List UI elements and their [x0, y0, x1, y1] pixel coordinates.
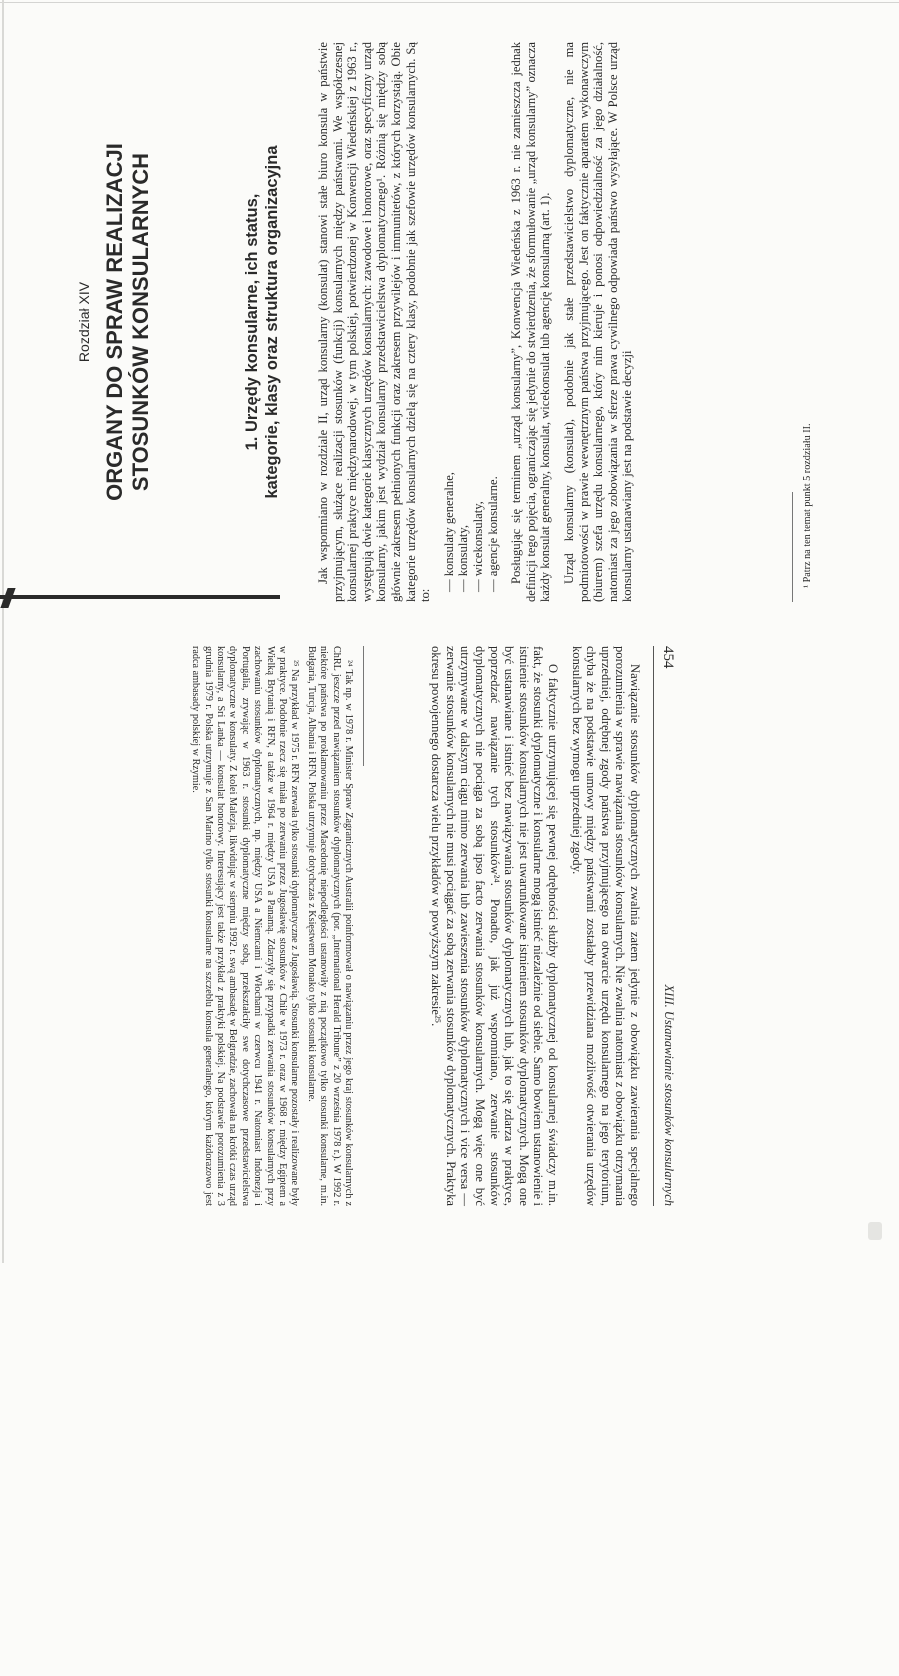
- footnote: ²⁵ Na przykład w 1975 r. RFN zerwała tylko stosunki dyplomatyczne z Jugosławią. Stosunki konsularne pozostały i realizowane były w praktyce. Podobnie rzecz się miała po zerwaniu przez Jugosławię stosunków z Chile w 1973 r. oraz w 1968 r. między Egiptem a Wielką Brytanią i RFN, a także w 1964 r. między USA a Panamą. Zdarzyły się przypadki zerwania stosunków konsularnych przy zachowaniu stosunków dyplomatycznych, np. między USA a Niemcami i Włochami w czerwcu 1941 r. Natomiast Indonezja i Portugalia, zrywając w 1963 r. stosunki dyplomatyczne między sobą, przekształciły swe dotychczasowe przedstawicielstwa dyplomatyczne w konsulaty. Z kolei Malezja, likwidując w sierpniu 1992 r. swą ambasadę w Belgradzie, zachowała na krótki czas urząd konsularny, a Sri Lanka — konsulat honorowy. Interesujący jest także przykład z praktyki polskiej. Na podstawie porozumienia z 3 grudnia 1979 r. Polska utrzymuje z San Marino tylko stosunki konsularne na szczeblu konsula generalnego, którym każdorazowo jest radca ambasady polskiej w Rzymie.: [190, 646, 301, 1206]
- scan-top-edge: [0, 2, 899, 3]
- paragraph: Jak wspomniano w rozdziale II, urząd konsularny (konsulat) stanowi stałe biuro konsula w państwie przyjmującym, służące realizacji stosunków (funkcji) konsularnych między państwami. We współczesnej konsularnej praktyce międzynarodowej, w tym polskiej, potwierdzonej w Konwencji Wiedeńskiej z 1963 r., występują dwie kategorie klasycznych urzędów konsularnych: zawodowe i honorowe, oraz specyficzny urząd konsularny, jakim jest wydział konsularny przedstawicielstwa dyplomatycznego¹. Różnią się między sobą głównie zakresem pełnionych funkcji oraz zakresem przywilejów i immunitetów, z których korzystają. Obie kategorie urzędów konsularnych dzielą się na cztery klasy, podobnie jak szefowie urzędów konsularnych. Są to:: [316, 42, 433, 602]
- running-head: XIII. Ustanawianie stosunków konsularnych: [662, 984, 676, 1206]
- lower-body-text: [420, 646, 642, 1206]
- page-separator-line: [0, 595, 280, 599]
- footnote-rule: [792, 492, 793, 602]
- upper-body-text: [316, 42, 644, 602]
- footnote-rule: [363, 646, 364, 766]
- list-item: — wicekonsulaty,: [470, 501, 485, 592]
- list-item: — konsulaty,: [456, 524, 471, 592]
- list-item: — agencje konsularne.: [485, 476, 500, 592]
- paragraph: Urząd konsularny (konsulat), podobnie jak stałe przedstawicielstwo dyplomatyczne, nie ma podmiotowości w prawie wewnętrznym państwa przyjmującego. Jest on faktycznie aparatem wykonawczym (biurem) szefa urzędu konsularnego, który nim kieruje i ponosi odpowiedzialność za jego działalność, natomiast za jego zobowiązania w sferze prawa cywilnego odpowiada państwo wysyłające. W Polsce urząd konsularny ustanawiany jest na podstawie decyzji: [561, 42, 635, 602]
- chapter-label: Rozdział XIV: [76, 281, 92, 363]
- chapter-title-line: STOSUNKÓW KONSULARNYCH: [128, 152, 153, 492]
- scan-smudge: [868, 1222, 882, 1240]
- footnote: ¹ Patrz na ten temat punkt 5 rozdziału II.: [802, 423, 813, 588]
- chapter-title-line: ORGANY DO SPRAW REALIZACJI: [102, 143, 127, 501]
- page-number: 454: [660, 646, 676, 669]
- consulate-classes-list: [442, 42, 500, 592]
- section-title-line: kategorie, klasy oraz struktura organizacyjna: [263, 145, 281, 499]
- list-item: — konsulaty generalne,: [441, 472, 456, 592]
- scan-left-edge: [2, 0, 4, 1263]
- lower-footnotes: [185, 646, 354, 1206]
- page-header: [653, 646, 676, 1206]
- paragraph: Nawiązanie stosunków dyplomatycznych zwalnia zatem jedynie z obowiązku zawierania specjalnego porozumienia w sprawie nawiązania stosunków konsularnych. Nie zwalnia natomiast z obowiązku otrzymania uprzedniej, odrębnej zgody państwa przyjmującego na otwarcie urzędu konsularnego na jego terytorium, chyba że na podstawie umowy między państwami zostałaby przewidziana możliwość otwierania urzędów konsularnych bez wymogu uprzedniej zgody.: [569, 646, 642, 1206]
- upper-footnotes: [802, 42, 814, 602]
- section-title-line: 1. Urzędy konsularne, ich status,: [243, 193, 261, 451]
- footnote: ²⁴ Tak np. w 1978 r. Minister Spraw Zagranicznych Australii poinformował o nawiązaniu przez jego kraj stosunków konsularnych z ChRL jeszcze przed nawiązaniem stosunków dyplomatycznych (por. „International Herald Tribune” z 20 września 1978 r.). W 1992 r. niektóre państwa po proklamowaniu przez Macedonię niepodległości ustanowiły z nią początkowo tylko stosunki konsularne, m.in. Bułgaria, Turcja, Albania i RFN. Polska utrzymuje dotychczas z Księstwem Monako tylko stosunki konsularne.: [305, 646, 354, 1206]
- upper-page: [76, 42, 866, 602]
- chapter-title: [102, 42, 154, 602]
- paragraph: O faktycznie utrzymującej się pewnej odrębności służby dyplomatycznej od konsularnej świadczy m.in. fakt, że stosunki dyplomatyczne i konsularne mogą istnieć niezależnie od siebie. Samo bowiem ustanowienie i istnienie stosunków konsularnych nie jest uwarunkowane istnieniem stosunków dyplomatycznych. Mogą one być ustanawiane i istnieć bez nawiązywania stosunków dyplomatycznych lub, jak to się zdarza w praktyce, poprzedzać nawiązanie tych stosunków²⁴. Ponadto, jak już wspomniano, zerwanie stosunków dyplomatycznych nie pociąga za sobą ipso facto zerwania stosunków konsularnych. Mogą więc one być utrzymywane w dalszym ciągu mimo zerwania lub zawieszenia stosunków dyplomatycznych i vice versa — zerwanie stosunków konsularnych nie musi pociągać za sobą zerwania stosunków dyplomatycznych. Praktyka okresu powojennego dostarcza wielu przykładów w powyższym zakresie²⁵.: [429, 646, 561, 1206]
- lower-page: [48, 646, 676, 1676]
- paragraph: Posługując się terminem „urząd konsularny”, Konwencja Wiedeńska z 1963 r. nie zamieszcza jednak definicji tego pojęcia, ograniczając się jedynie do stwierdzenia, że sformułowanie „urząd konsularny” oznacza każdy konsulat generalny, konsulat, wicekonsulat lub agencję konsularną (art. 1).: [509, 42, 553, 602]
- section-title: [242, 42, 282, 602]
